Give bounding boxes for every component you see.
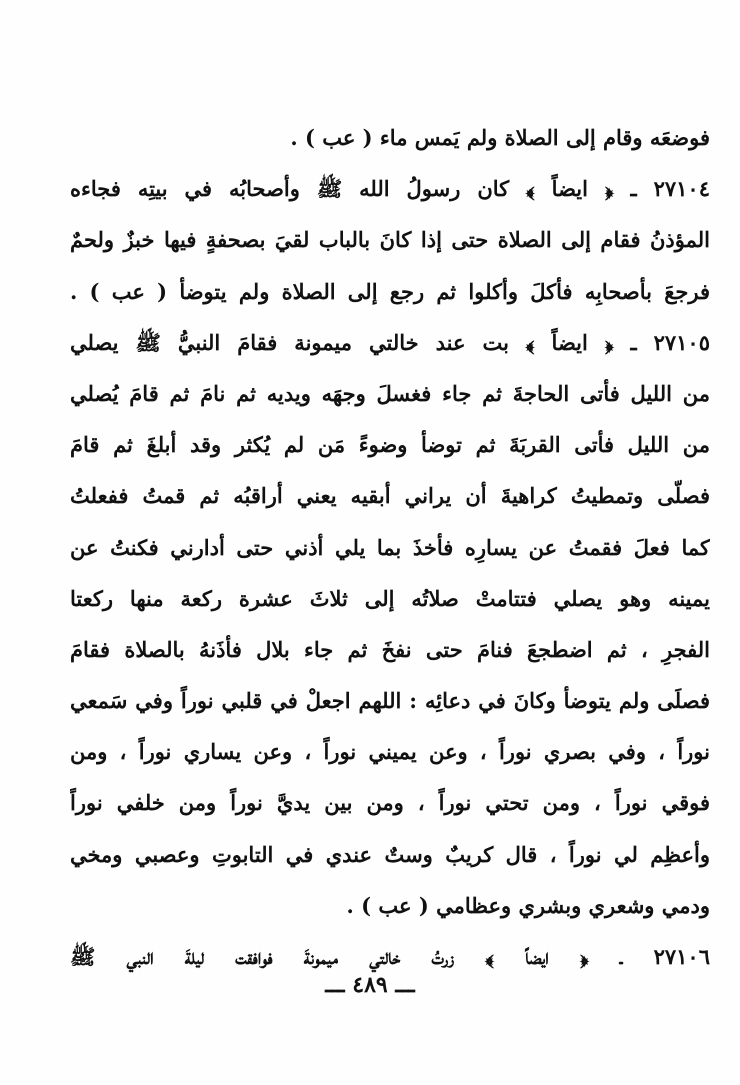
text-line: المؤذنُ فقام إلى الصلاة حتى إذا كانَ بالباب لقيَ بصحفةٍ فيها خبزٌ ولحمٌ <box>70 227 710 253</box>
text-line: ٢٧١٠٤ ـ ﴿ ايضاً ﴾ كان رسولُ الله ﷺ وأصحابُه في بيتِه فجاءه <box>70 176 710 202</box>
text-line: فصلَى ولم يتوضأ وكانَ في دعائِه : اللهم اجعلْ في قلبي نوراً وفي سَمعي <box>70 688 710 714</box>
text-line: يمينه وهو يصلي فتتامتْ صلاتُه إلى ثلاثَ عشرة ركعة منها ركعتا <box>70 585 710 611</box>
text-line: فصلّى وتمطيتُ كراهيةَ أن يراني أبقيه يعني أراقبُه ثم قمتُ ففعلتُ <box>70 483 710 509</box>
text-line: كما فعلَ فقمتُ عن يسارِه فأخذَ بما يلي أذني حتى أدارني فكنتُ عن <box>70 534 710 560</box>
text-line: ٢٧١٠٦ ـ ﴿ ايضاً ﴾ زرتُ خالتي ميمونةَ فوافقت ليلةَ النبي ﷺ <box>70 944 710 969</box>
text-line: فرجعَ بأصحابِه فأكلَ وأكلوا ثم رجع إلى الصلاة ولم يتوضأ ( عب ) . <box>70 278 710 304</box>
page-number: ـــ ٤٨٩ ـــ <box>325 972 415 998</box>
text-line: نوراً ، وفي بصري نوراً ، وعن يميني نوراً ، وعن يساري نوراً ، ومن <box>70 739 710 765</box>
text-line: فوقي نوراً ، ومن تحتي نوراً ، ومن بين يديَّ نوراً ومن خلفي نوراً <box>70 790 710 816</box>
text-line: وأعظِم لي نوراً ، قال كريبٌ وستٌ عندي في التابوتِ وعصبي ومخي <box>70 841 710 867</box>
text-line: الفجرِ ، ثم اضطجعَ فنامَ حتى نفخَ ثم جاء بلال فأذَنهُ بالصلاة فقامَ <box>70 636 710 662</box>
hadith-text <box>70 112 710 982</box>
text-line: فوضعَه وقام إلى الصلاة ولم يَمس ماء ( عب ) . <box>290 125 710 150</box>
text-line: ودمي وشعري وبشري وعظامي ( عب ) . <box>346 892 710 918</box>
text-line: من الليل فأتى الحاجةَ ثم جاء فغسلَ وجهَه ويديه ثم نامَ ثم قامَ يُصلي <box>70 380 710 406</box>
text-line: ٢٧١٠٥ ـ ﴿ ايضاً ﴾ بت عند خالتي ميمونة فقامَ النبيُّ ﷺ يصلي <box>70 329 710 355</box>
text-line: من الليل فأتى القربَةَ ثم توضأ وضوءً مَن لم يُكثر وقد أبلغَ ثم قامَ <box>70 432 710 458</box>
